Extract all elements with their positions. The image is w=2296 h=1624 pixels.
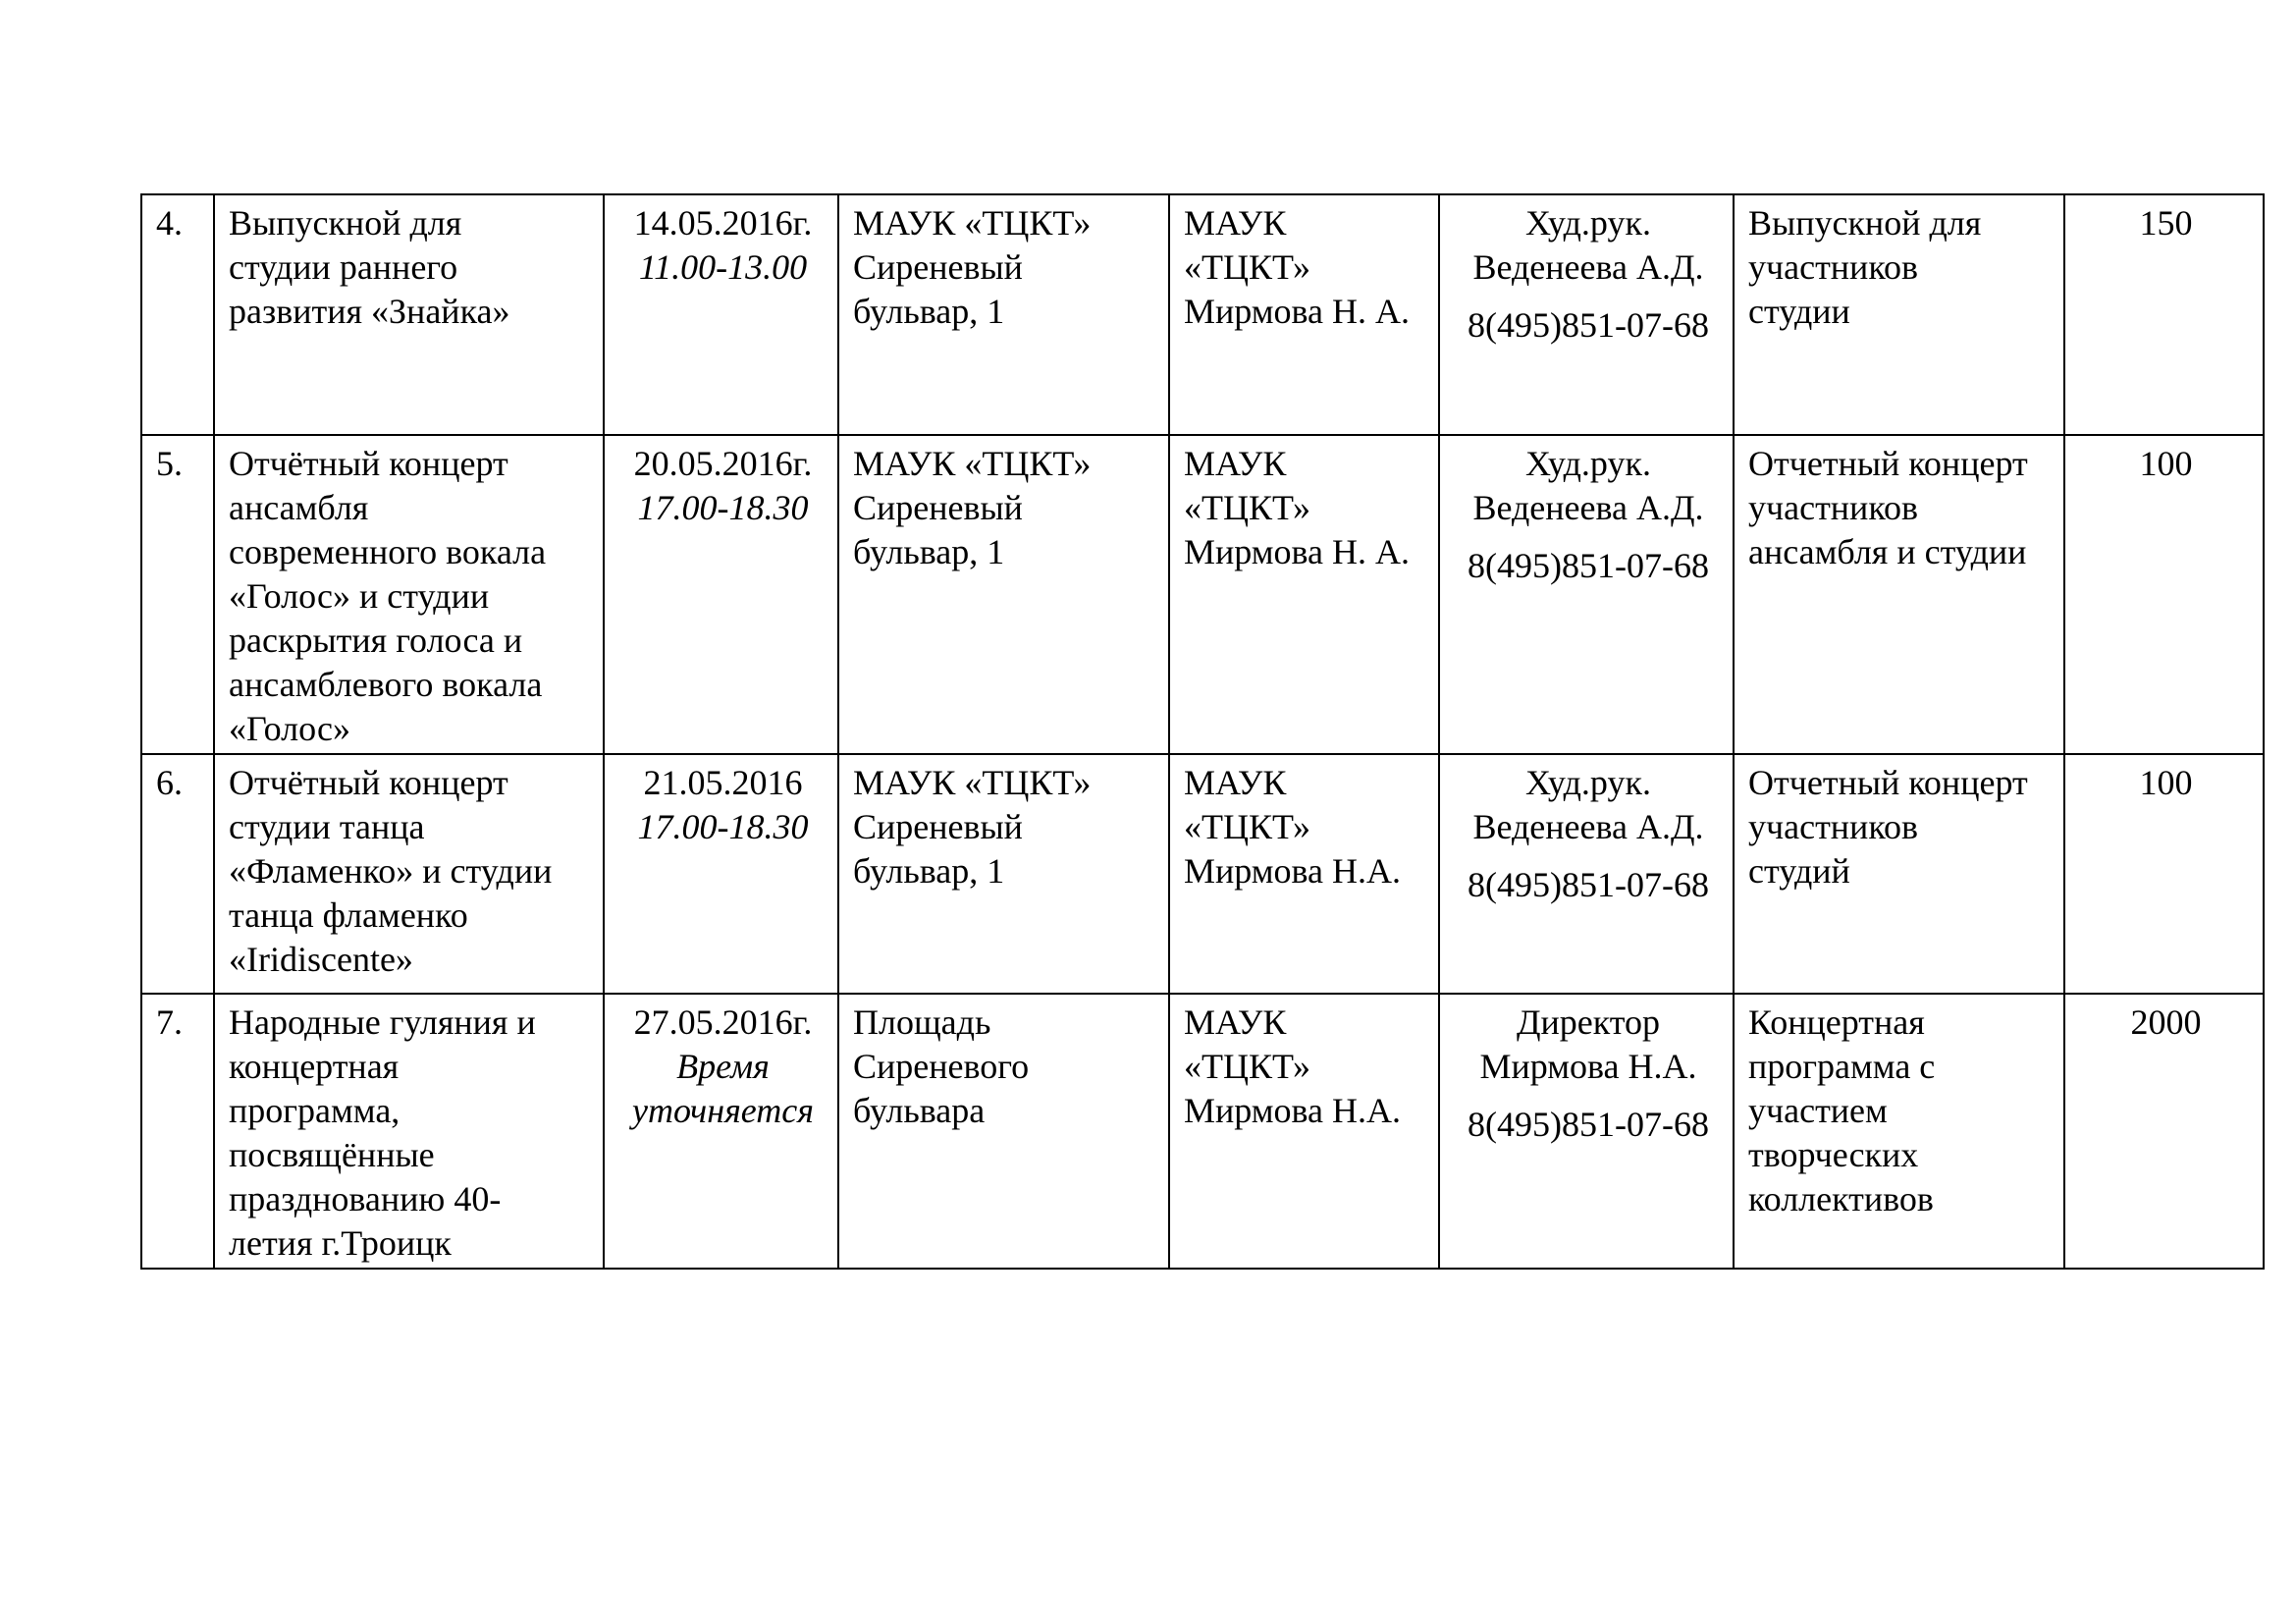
contact-phone: 8(495)851-07-68 (1468, 546, 1709, 585)
event-date: 21.05.2016 17.00-18.30 (604, 754, 838, 994)
events-table (140, 193, 2265, 1270)
event-organizer: МАУК «ТЦКТ» Мирмова Н. А. (1169, 435, 1439, 754)
event-time: 11.00-13.00 (638, 247, 808, 287)
event-description: Отчетный концерт участников студий (1734, 754, 2064, 994)
event-description: Концертная программа с участием творческих коллективов (1734, 994, 2064, 1269)
event-place: МАУК «ТЦКТ» Сиреневый бульвар, 1 (838, 754, 1169, 994)
participant-count: 100 (2064, 754, 2264, 994)
event-responsible: Худ.рук. Веденеева А.Д. 8(495)851-07-68 (1439, 754, 1734, 994)
contact-phone: 8(495)851-07-68 (1468, 1105, 1709, 1144)
table-row (141, 435, 2264, 754)
event-time: 17.00-18.30 (637, 488, 809, 527)
event-name: Выпускной для студии раннего развития «Знайка» (214, 194, 604, 435)
event-time: 17.00-18.30 (637, 807, 809, 846)
event-place: МАУК «ТЦКТ» Сиреневый бульвар, 1 (838, 194, 1169, 435)
event-organizer: МАУК «ТЦКТ» Мирмова Н. А. (1169, 194, 1439, 435)
event-description: Отчетный концерт участников ансамбля и студии (1734, 435, 2064, 754)
row-number: 5. (141, 435, 214, 754)
table-row (141, 194, 2264, 435)
event-organizer: МАУК «ТЦКТ» Мирмова Н.А. (1169, 994, 1439, 1269)
event-name: Отчётный концерт студии танца «Фламенко» и студии танца фламенко «Iridiscente» (214, 754, 604, 994)
event-responsible: Худ.рук. Веденеева А.Д. 8(495)851-07-68 (1439, 194, 1734, 435)
event-time: Время уточняется (631, 1047, 815, 1130)
event-responsible: Директор Мирмова Н.А. 8(495)851-07-68 (1439, 994, 1734, 1269)
participant-count: 2000 (2064, 994, 2264, 1269)
contact-phone: 8(495)851-07-68 (1468, 865, 1709, 904)
event-date: 14.05.2016г. 11.00-13.00 (604, 194, 838, 435)
participant-count: 150 (2064, 194, 2264, 435)
event-organizer: МАУК «ТЦКТ» Мирмова Н.А. (1169, 754, 1439, 994)
event-responsible: Худ.рук. Веденеева А.Д. 8(495)851-07-68 (1439, 435, 1734, 754)
event-name: Народные гуляния и концертная программа, посвящённые празднованию 40- летия г.Троицк (214, 994, 604, 1269)
row-number: 4. (141, 194, 214, 435)
contact-phone: 8(495)851-07-68 (1468, 305, 1709, 345)
table-row (141, 754, 2264, 994)
table-row (141, 994, 2264, 1269)
participant-count: 100 (2064, 435, 2264, 754)
event-description: Выпускной для участников студии (1734, 194, 2064, 435)
event-date: 20.05.2016г. 17.00-18.30 (604, 435, 838, 754)
event-name: Отчётный концерт ансамбля современного вокала «Голос» и студии раскрытия голоса и ансамблевого вокала «Голос» (214, 435, 604, 754)
event-place: Площадь Сиреневого бульвара (838, 994, 1169, 1269)
row-number: 6. (141, 754, 214, 994)
row-number: 7. (141, 994, 214, 1269)
event-place: МАУК «ТЦКТ» Сиреневый бульвар, 1 (838, 435, 1169, 754)
event-date: 27.05.2016г. Время уточняется (604, 994, 838, 1269)
